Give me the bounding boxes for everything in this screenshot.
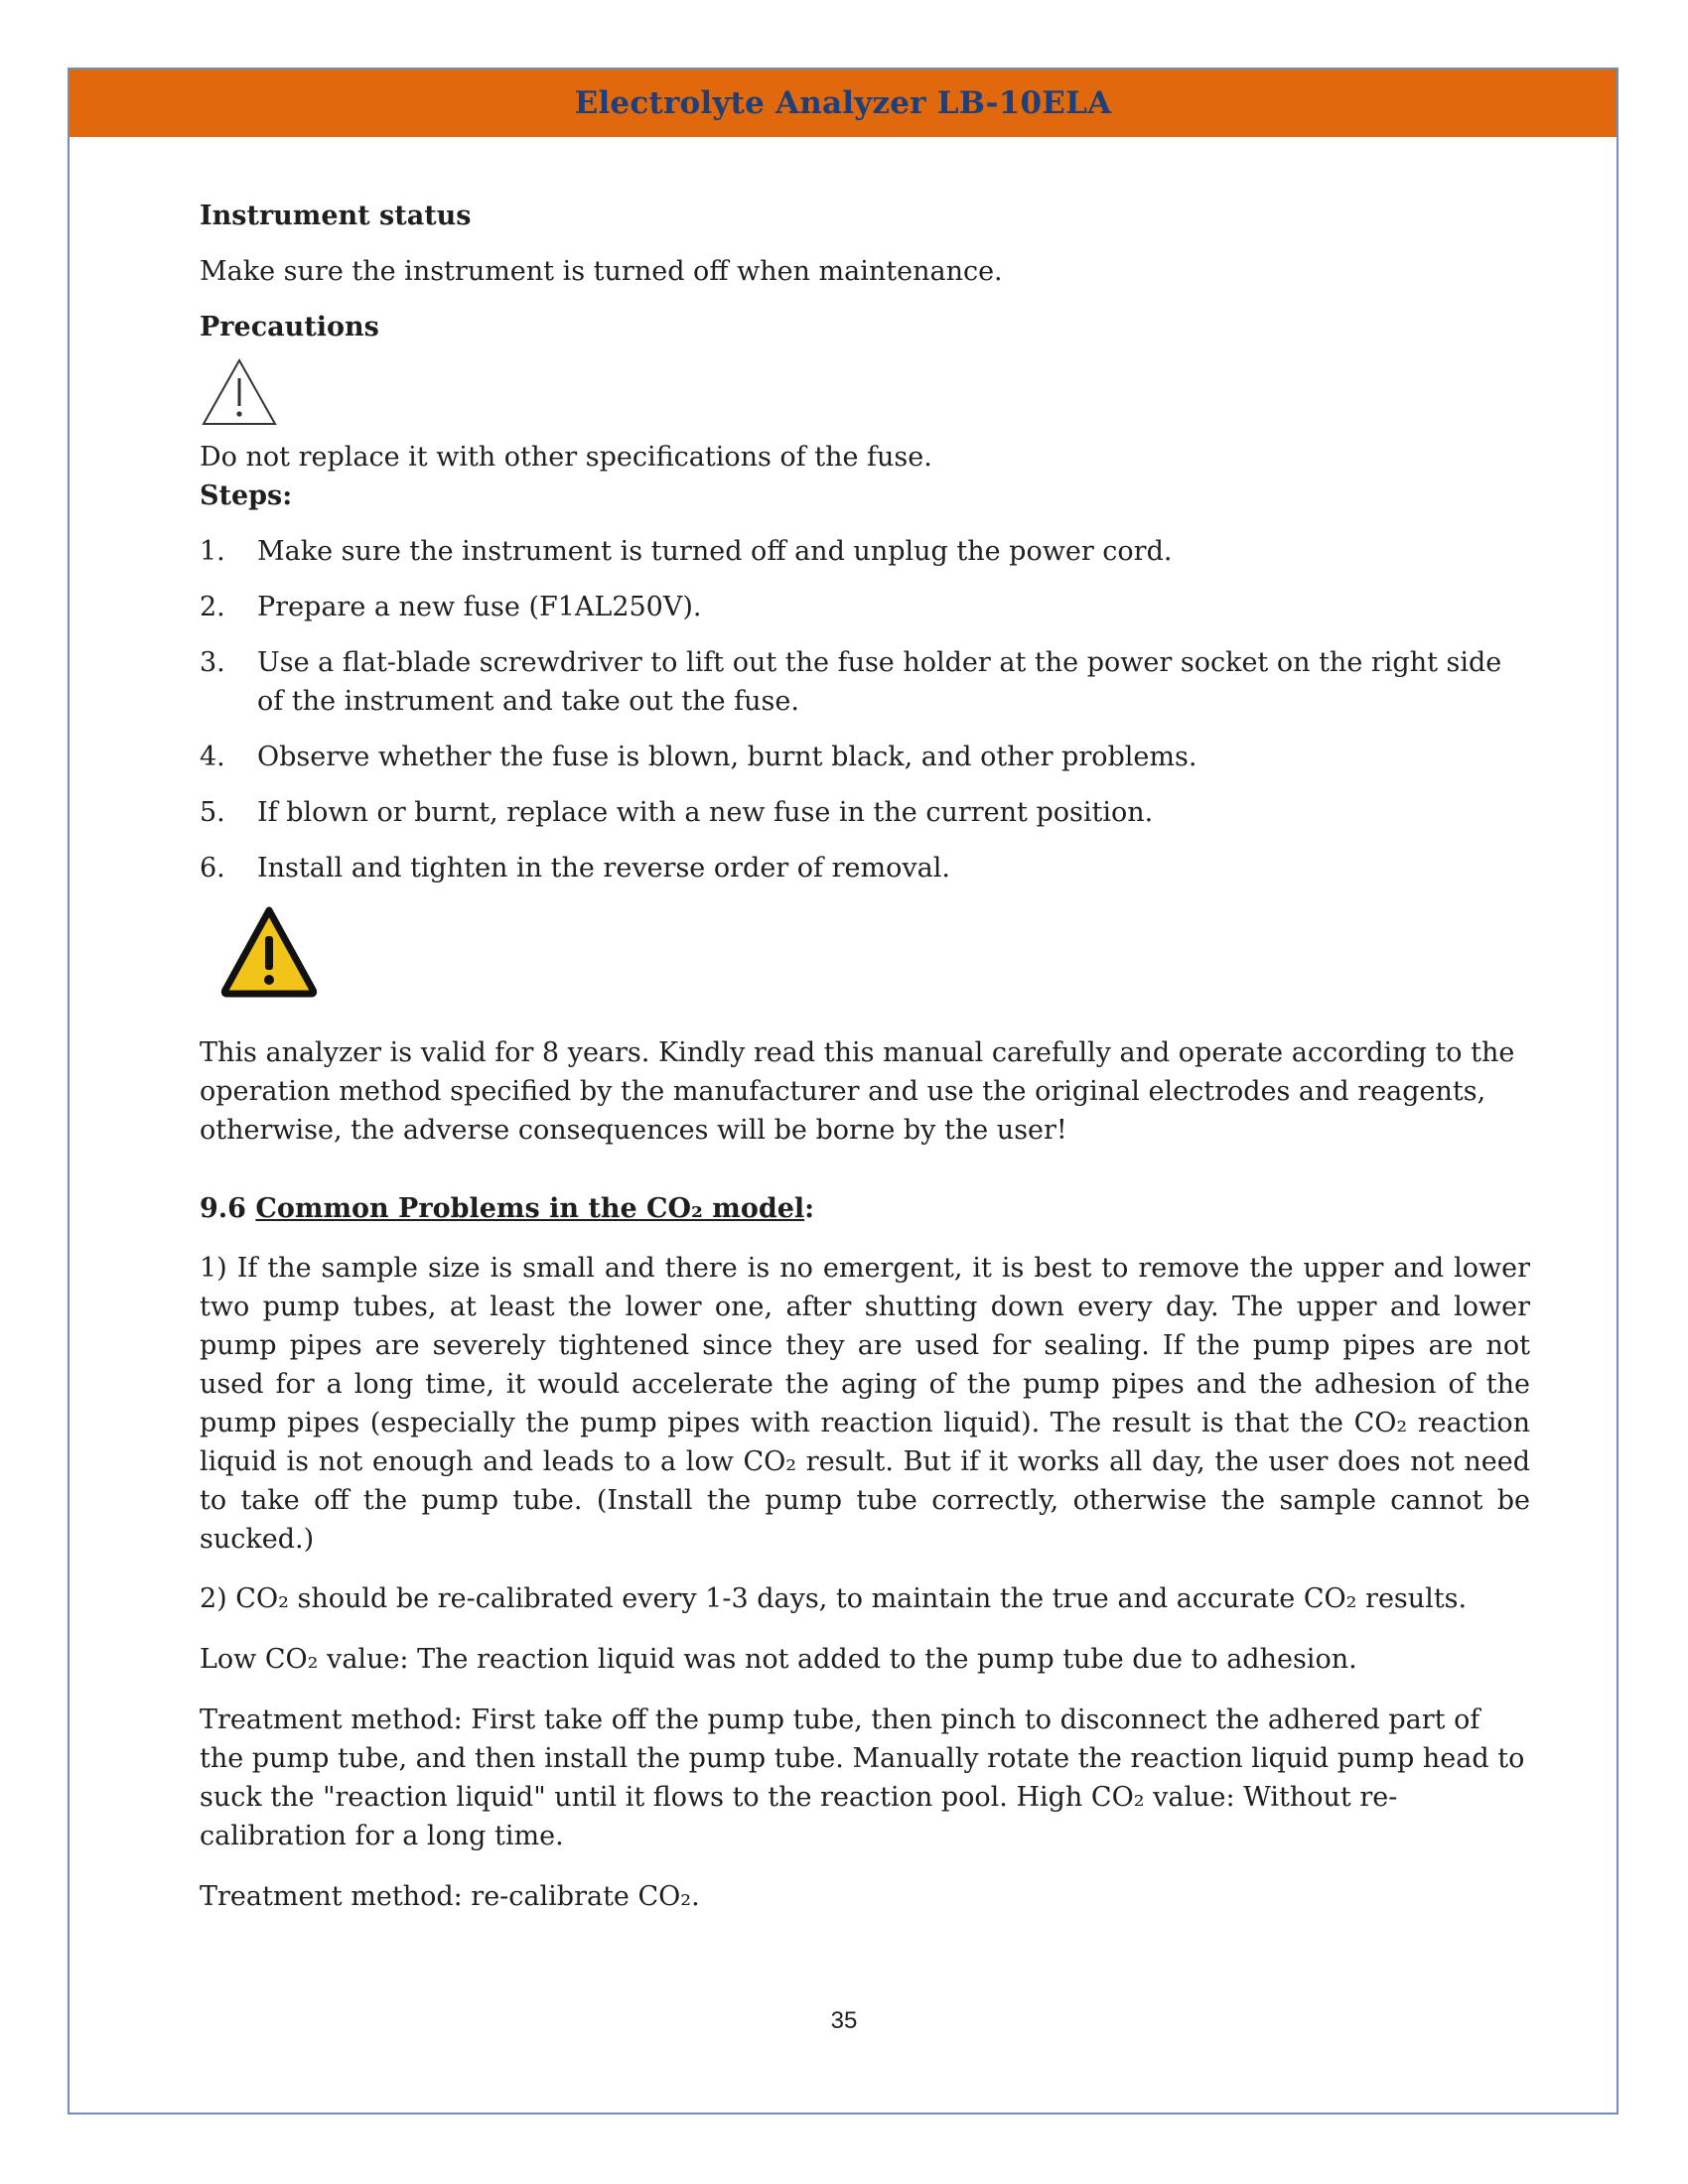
step-item (200, 849, 1530, 887)
step-number: 6. (200, 853, 225, 884)
warning-outline-icon (200, 354, 279, 430)
step-text: Prepare a new fuse (F1AL250V). (257, 592, 702, 622)
step-number: 3. (200, 647, 225, 678)
step-item (200, 532, 1530, 571)
section-paragraph: Low CO₂ value: The reaction liquid was not added to the pump tube due to adhesion. (200, 1644, 1357, 1675)
section-suffix: : (804, 1193, 815, 1224)
step-text: Install and tighten in the reverse order of removal. (257, 853, 950, 884)
steps-heading: Steps: (200, 480, 293, 511)
step-item (200, 738, 1530, 776)
section-heading (200, 1189, 1530, 1228)
caution-icon-block (219, 904, 1530, 1022)
validity-warning-text: This analyzer is valid for 8 years. Kindly read this manual carefully and operate according to the operation method specified by the manufacturer and use the original electrodes and reagents, otherwise, the adverse consequences will be borne by the user! (200, 1037, 1515, 1146)
step-number: 5. (200, 797, 225, 828)
step-number: 2. (200, 592, 225, 622)
step-item (200, 588, 1530, 626)
section-paragraph: Treatment method: re-calibrate CO₂. (200, 1881, 700, 1912)
step-number: 4. (200, 742, 225, 772)
step-text: Make sure the instrument is turned off and unplug the power cord. (257, 536, 1173, 567)
page-number: 35 (830, 2007, 858, 2034)
page-content (200, 197, 1530, 1916)
warning-yellow-icon (219, 904, 319, 1000)
precautions-heading: Precautions (200, 312, 379, 342)
step-number: 1. (200, 536, 225, 567)
section-number: 9.6 (200, 1193, 256, 1224)
step-item (200, 793, 1530, 832)
section-paragraph: Treatment method: First take off the pump tube, then pinch to disconnect the adhered part of the pump tube, and then install the pump tube. Manually rotate the reaction liquid pump head to suck the "reaction liquid" until it flows to the reaction pool. High CO₂ value: Without re-calibration for a long time. (200, 1705, 1525, 1851)
step-text: Observe whether the fuse is blown, burnt black, and other problems. (257, 742, 1197, 772)
step-item (200, 643, 1530, 721)
document-title: Electrolyte Analyzer LB-10ELA (574, 85, 1112, 121)
step-text: Use a flat-blade screwdriver to lift out the fuse holder at the power socket on the right side of the instrument and take out the fuse. (257, 647, 1502, 717)
instrument-status-text: Make sure the instrument is turned off when maintenance. (200, 256, 1003, 287)
section-paragraph: 2) CO₂ should be re-calibrated every 1-3 days, to maintain the true and accurate CO₂ results. (200, 1583, 1468, 1614)
section-title: Common Problems in the CO₂ model (255, 1193, 805, 1224)
precautions-text: Do not replace it with other specifications of the fuse. (200, 442, 932, 473)
header-bar (70, 69, 1617, 137)
section-paragraph: 1) If the sample size is small and there is no emergent, it is best to remove the upper and lower two pump tubes, at least the lower one, after shutting down every day. The upper and lower pump pipes are severely tightened since they are used for sealing. If the pump pipes are not used for a long time, it would accelerate the aging of the pump pipes and the adhesion of the pump pipes (especially the pump pipes with reaction liquid). The result is that the CO₂ reaction liquid is not enough and leads to a low CO₂ result. But if it works all day, the user does not need to take off the pump tube. (Install the pump tube correctly, otherwise the sample cannot be sucked.) (200, 1253, 1530, 1555)
step-text: If blown or burnt, replace with a new fuse in the current position. (257, 797, 1154, 828)
instrument-status-heading: Instrument status (200, 201, 472, 231)
steps-list (200, 532, 1530, 887)
precaution-warning-icon (200, 354, 1530, 434)
